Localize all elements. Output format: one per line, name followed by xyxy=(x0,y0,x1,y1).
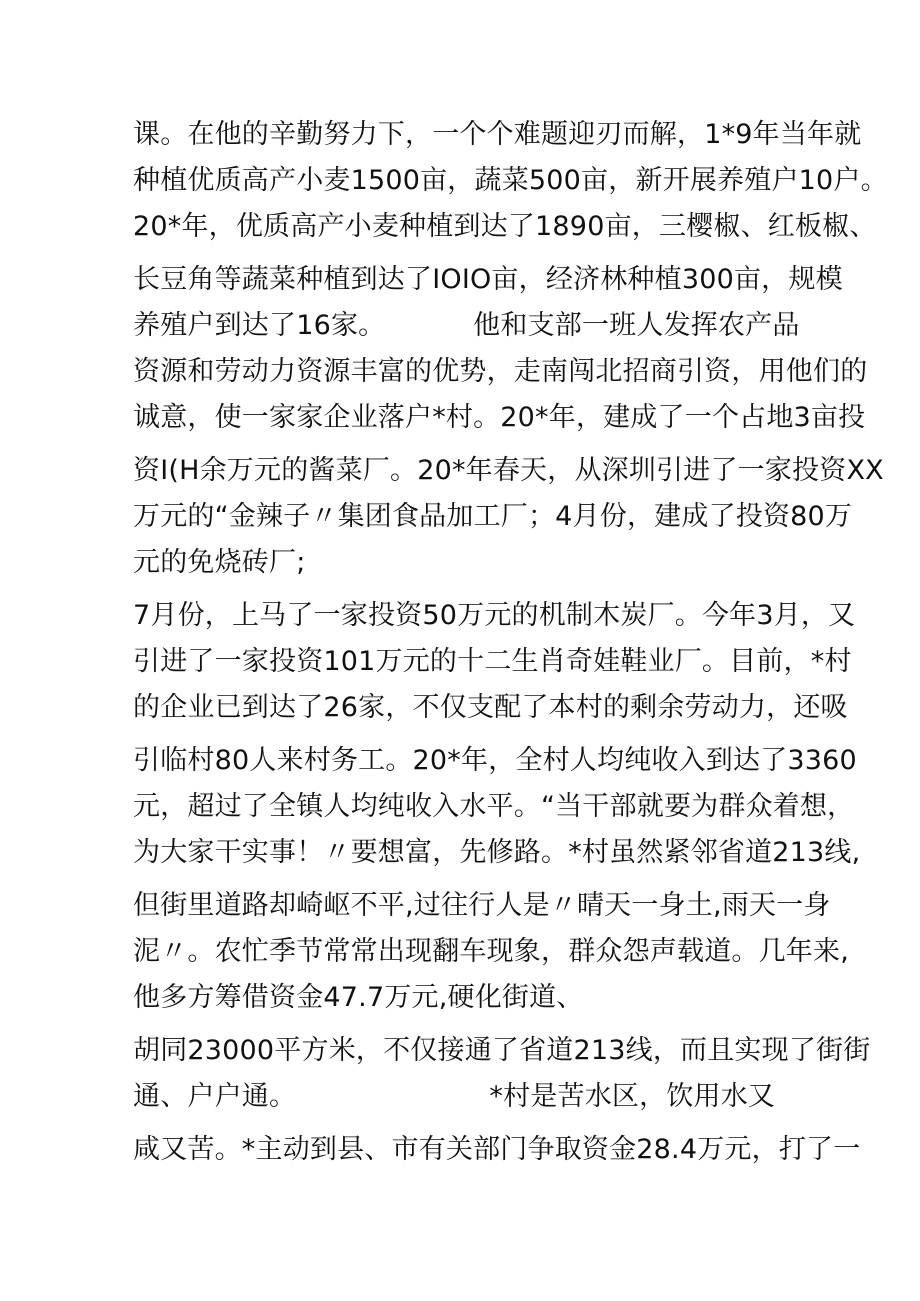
text-line: 的企业已到达了26家，不仅支配了本村的剩余劳动力，还吸 xyxy=(133,692,848,723)
text-line: 但街里道路却崎岖不平,过往行人是〃晴天一身土,雨天一身 xyxy=(133,890,831,921)
text-line: 通、户户通。 *村是苦水区，饮用水又 xyxy=(133,1081,776,1112)
text-line: 养殖户到达了16家。 他和支部一班人发挥农产品 xyxy=(133,310,800,341)
text-line: 资I(H余万元的酱菜厂。20*年春天，从深圳引进了一家投资XX xyxy=(133,455,884,486)
text-line: 万元的“金辣子〃集团食品加工厂；4月份，建成了投资80万 xyxy=(133,501,853,532)
text-line: 资源和劳动力资源丰富的优势，走南闯北招商引资，用他们的 xyxy=(133,356,868,387)
text-line: 咸又苦。*主动到县、市有关部门争取资金28.4万元，打了一 xyxy=(133,1134,861,1165)
text-line: 种植优质高产小麦1500亩，蔬菜500亩，新开展养殖户10户。 xyxy=(133,165,888,196)
text-line: 课。在他的辛勤努力下，一个个难题迎刃而解，1*9年当年就 xyxy=(133,119,862,150)
text-line: 他多方筹借资金47.7万元,硬化街道、 xyxy=(133,982,584,1013)
text-line: 引临村80人来村务工。20*年，全村人均纯收入到达了3360 xyxy=(133,745,857,776)
text-line: 为大家干实事！〃要想富，先修路。*村虽然紧邻省道213线, xyxy=(133,837,861,868)
text-line: 20*年，优质高产小麦种植到达了1890亩，三樱椒、红板椒、 xyxy=(133,211,877,242)
text-line: 泥〃。农忙季节常常出现翻车现象，群众怨声载道。几年来, xyxy=(133,936,849,967)
text-line: 胡同23000平方米，不仅接通了省道213线，而且实现了街街 xyxy=(133,1035,871,1066)
text-line: 引进了一家投资101万元的十二生肖奇娃鞋业厂。目前，*村 xyxy=(133,646,852,677)
text-line: 7月份，上马了一家投资50万元的机制木炭厂。今年3月，又 xyxy=(133,600,856,631)
text-line: 诚意，使一家家企业落户*村。20*年，建成了一个占地3亩投 xyxy=(133,402,866,433)
text-line: 元，超过了全镇人均纯收入水平。“当干部就要为群众着想， xyxy=(133,791,855,822)
text-line: 元的免烧砖厂; xyxy=(133,547,306,578)
text-line: 长豆角等蔬菜种植到达了IOIO亩，经济林种植300亩，规模 xyxy=(133,264,843,295)
